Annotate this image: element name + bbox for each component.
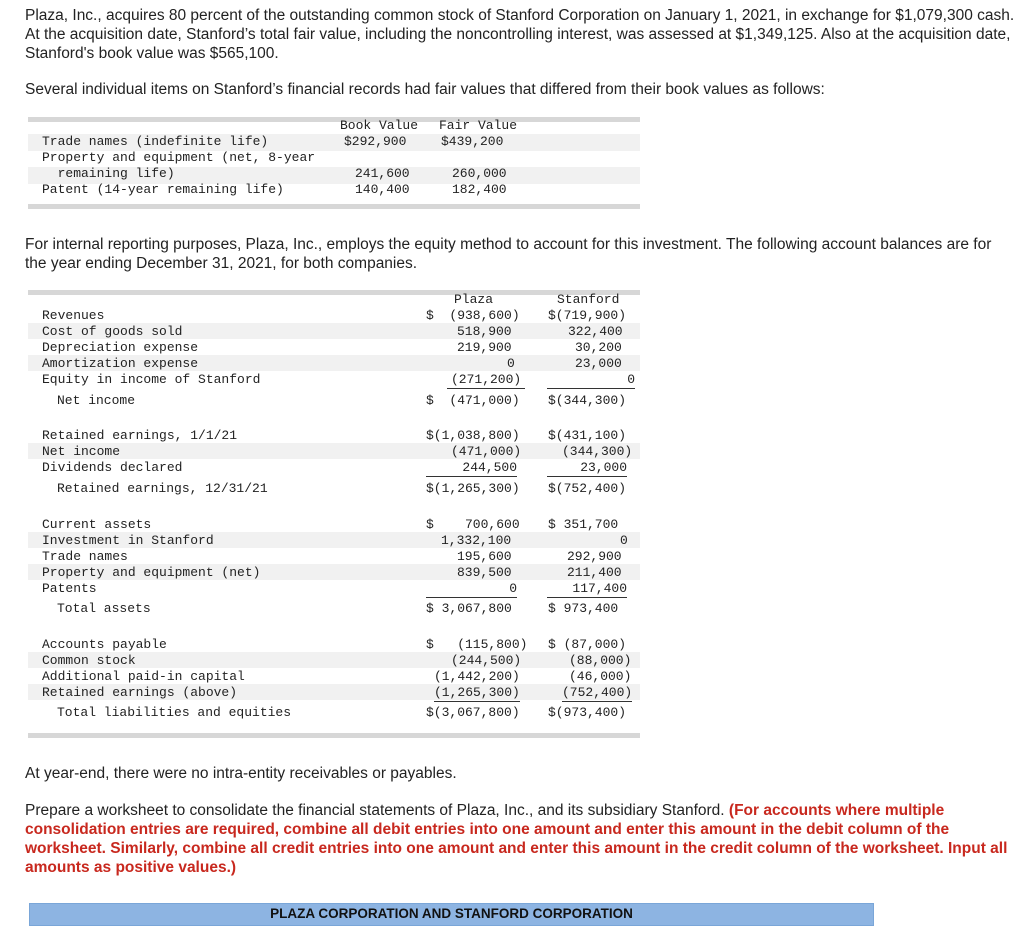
cell-stanford: 23,000	[547, 460, 627, 477]
row-label: Retained earnings (above)	[42, 685, 238, 700]
cell-stanford: $ 973,400	[548, 601, 619, 616]
row-label: Retained earnings, 1/1/21	[42, 428, 238, 443]
cell-fair: 182,400	[452, 182, 507, 197]
row-label: Current assets	[42, 517, 152, 532]
cell-stanford: (344,300)	[562, 444, 633, 459]
cell-plaza: (271,200)	[447, 372, 525, 389]
row-label: Investment in Stanford	[42, 533, 214, 548]
cell-plaza: 219,900	[457, 340, 512, 355]
cell-plaza: $ 700,600	[426, 517, 520, 532]
table-top-rule	[28, 290, 640, 295]
cell-stanford: $(344,300)	[548, 393, 627, 408]
row-label: Dividends declared	[42, 460, 183, 475]
cell-plaza: 244,500	[426, 460, 517, 477]
row-label: Cost of goods sold	[42, 324, 183, 339]
cell-stanford: 117,400	[547, 581, 627, 598]
row-label: Equity in income of Stanford	[42, 372, 261, 387]
cell-stanford: $ 351,700	[548, 517, 619, 532]
cell-plaza: $(3,067,800)	[426, 705, 520, 720]
table-top-rule	[28, 117, 640, 122]
cell-plaza: 518,900	[457, 324, 512, 339]
instructions-paragraph	[25, 801, 1015, 877]
row-label: Additional paid-in capital	[42, 669, 245, 684]
cell-stanford: 292,900	[567, 549, 622, 564]
cell-stanford: 23,000	[575, 356, 622, 371]
cell-plaza: $ 3,067,800	[426, 601, 512, 616]
cell-stanford: (88,000)	[569, 653, 632, 668]
cell-plaza: $ (471,000)	[426, 393, 520, 408]
cell-stanford: 0	[547, 372, 635, 389]
cell-plaza: 0	[426, 581, 517, 598]
row-label-total: Total assets	[57, 601, 151, 616]
cell-plaza: $(1,038,800)	[426, 428, 520, 443]
cell-stanford: 0	[620, 533, 628, 548]
cell-stanford: (46,000)	[569, 669, 632, 684]
cell-plaza: (244,500)	[451, 653, 522, 668]
row-label: Trade names	[42, 549, 128, 564]
row-label-total: Total liabilities and equities	[57, 705, 292, 720]
intra-entity-note: At year-end, there were no intra-entity receivables or payables.	[25, 765, 457, 782]
cell-stanford: 30,200	[575, 340, 622, 355]
cell-plaza: 0	[507, 356, 515, 371]
cell-plaza: (1,265,300)	[434, 685, 520, 700]
cell-stanford: 211,400	[567, 565, 622, 580]
cell-plaza: 195,600	[457, 549, 512, 564]
row-label: Revenues	[42, 308, 105, 323]
fair-value-intro: Several individual items on Stanford’s financial records had fair values that differed from their book values as follows:	[25, 81, 825, 98]
cell-fair: $439,200	[441, 134, 504, 149]
cell-stanford: 322,400	[568, 324, 623, 339]
row-label: Property and equipment (net, 8-year	[42, 150, 316, 165]
header-book-value: Book Value	[340, 118, 419, 133]
header-fair-value: Fair Value	[439, 118, 518, 133]
table-bottom-rule	[28, 204, 640, 209]
header-plaza: Plaza	[454, 292, 494, 307]
row-label: Patent (14-year remaining life)	[42, 182, 284, 197]
cell-book: 140,400	[355, 182, 410, 197]
cell-stanford: $(973,400)	[548, 705, 627, 720]
cell-stanford: $(719,900)	[548, 308, 627, 323]
cell-book: $292,900	[344, 134, 407, 149]
row-label-cont: remaining life)	[42, 166, 175, 181]
cell-stanford: $ (87,000)	[548, 637, 627, 652]
cell-plaza: 1,332,100	[441, 533, 512, 548]
row-label: Accounts payable	[42, 637, 167, 652]
cell-plaza: $ (115,800)	[426, 637, 528, 652]
row-label: Net income	[42, 444, 121, 459]
cell-stanford: $(752,400)	[548, 481, 627, 496]
cell-plaza: (471,000)	[451, 444, 522, 459]
cell-stanford: (752,400)	[562, 685, 633, 700]
row-label: Common stock	[42, 653, 136, 668]
row-label: Property and equipment (net)	[42, 565, 261, 580]
row-label-total: Net income	[57, 393, 136, 408]
cell-plaza: $(1,265,300)	[426, 481, 520, 496]
cell-book: 241,600	[355, 166, 410, 181]
row-label: Depreciation expense	[42, 340, 199, 355]
cell-fair: 260,000	[452, 166, 507, 181]
table-bottom-rule	[28, 733, 640, 738]
header-stanford: Stanford	[557, 292, 620, 307]
cell-plaza: (1,442,200)	[434, 669, 520, 684]
worksheet-header-banner	[29, 903, 874, 926]
cell-plaza: 839,500	[457, 565, 512, 580]
equity-method-paragraph: For internal reporting purposes, Plaza, Inc., employs the equity method to account for this investment. The following account balances are for the year ending December 31, 2021, for both companies.	[25, 236, 992, 272]
row-label: Patents	[42, 581, 97, 596]
instructions-emphasis: (For accounts where multiple consolidation entries are required, combine all debit entries into one amount and enter this amount in the debit column of the worksheet. Similarly, combine all credit entries into one amount and enter this amount in the credit column of the worksheet. Input all amounts as positive values.)	[25, 802, 1008, 876]
worksheet-title: PLAZA CORPORATION AND STANFORD CORPORATION	[270, 906, 633, 921]
cell-plaza: $ (938,600)	[426, 308, 520, 323]
instructions-text: Prepare a worksheet to consolidate the financial statements of Plaza, Inc., and its subsidiary Stanford.	[25, 802, 729, 819]
cell-stanford: $(431,100)	[548, 428, 627, 443]
intro-paragraph: Plaza, Inc., acquires 80 percent of the outstanding common stock of Stanford Corporation on January 1, 2021, in exchange for $1,079,300 cash. At the acquisition date, Stanford’s total fair value, including the noncontrolling interest, was assessed at $1,349,125. Also at the acquisition date, Stanford's book value was $565,100.	[25, 7, 1015, 62]
row-label: Trade names (indefinite life)	[42, 134, 269, 149]
row-label-total: Retained earnings, 12/31/21	[57, 481, 268, 496]
row-label: Amortization expense	[42, 356, 199, 371]
